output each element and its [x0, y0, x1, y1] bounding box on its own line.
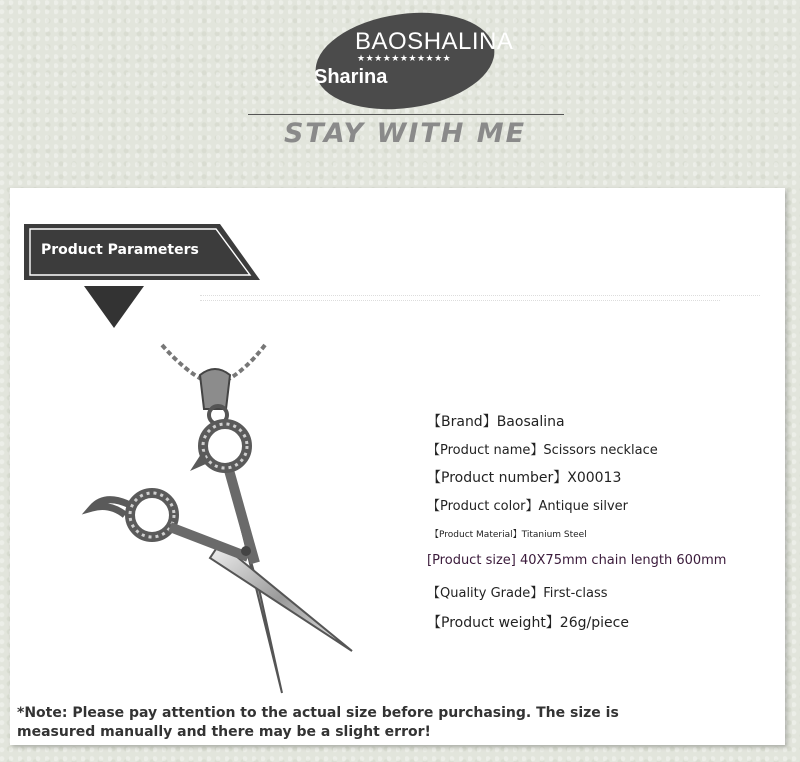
spec-product-color: 【Product color】Antique silver [427, 499, 628, 514]
header [0, 0, 800, 190]
spec-product-size: [Product size] 40X75mm chain length 600mm [427, 553, 727, 568]
decorative-faint-text [200, 295, 760, 305]
spec-product-material: 【Product Material】Titanium Steel [430, 530, 587, 540]
scissors-necklace-image [70, 343, 370, 703]
spec-product-number: 【Product number】X00013 [427, 470, 622, 486]
spec-product-name: 【Product name】Scissors necklace [427, 443, 658, 458]
tagline: STAY WITH ME [283, 118, 527, 149]
spec-quality-grade: 【Quality Grade】First-class [427, 586, 608, 601]
logo-sub-brand: Sharina [314, 66, 388, 88]
header-divider [248, 114, 564, 115]
product-panel [10, 188, 785, 745]
spec-brand: 【Brand】Baosalina [427, 414, 565, 430]
triangle-down-icon [84, 286, 144, 330]
purchase-note: *Note: Please pay attention to the actual size before purchasing. The size is measured manually and there may be a slight error! [17, 705, 619, 740]
spec-product-weight: 【Product weight】26g/piece [427, 615, 629, 631]
logo-brand-text: BAOSHALINA [355, 28, 514, 55]
section-title: Product Parameters [41, 242, 199, 258]
logo-stars: ★★★★★★★★★★★ [357, 54, 452, 64]
